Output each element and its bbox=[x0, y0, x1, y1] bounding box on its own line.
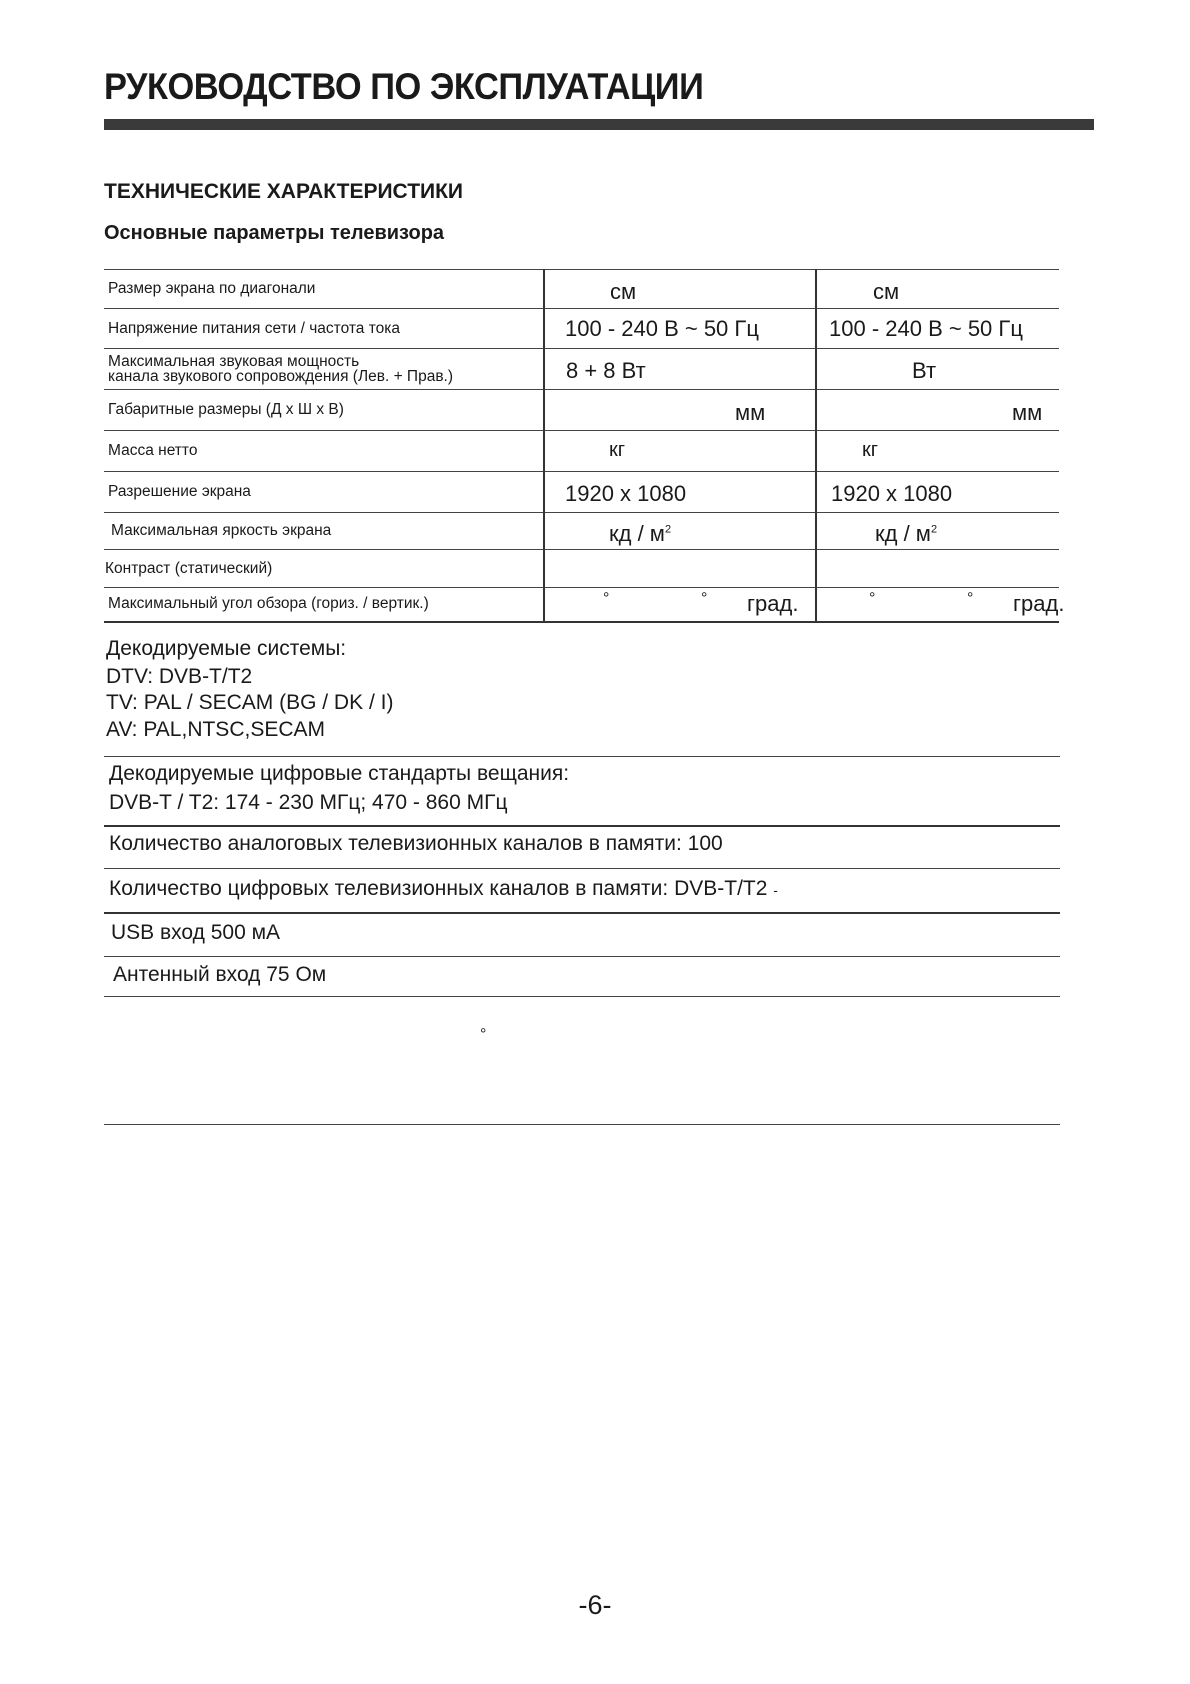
divider bbox=[104, 912, 1060, 914]
cell-value: 8 + 8 Вт bbox=[566, 358, 646, 383]
digital-standards-value: DVB-T / T2: 174 - 230 МГц; 470 - 860 МГц bbox=[109, 791, 508, 814]
row-label: Максимальный угол обзора (гориз. / вертик.) bbox=[104, 588, 544, 622]
analog-channels: Количество аналоговых телевизионных каналов в памяти: 100 bbox=[109, 832, 723, 855]
usb-input: USB вход 500 мА bbox=[111, 921, 281, 944]
row-label-line: Максимальная звуковая мощность bbox=[108, 353, 360, 370]
digital-standards-title: Декодируемые цифровые стандарты вещания: bbox=[109, 762, 570, 785]
cell-value: 1920 x 1080 bbox=[831, 481, 953, 506]
degree-mark: ° bbox=[967, 590, 974, 607]
row-label-line: канала звукового сопровождения (Лев. + Прав.) bbox=[108, 368, 454, 385]
row-label: Напряжение питания сети / частота тока bbox=[104, 309, 544, 349]
row-label: Габаритные размеры (Д х Ш х В) bbox=[104, 390, 544, 431]
cell-value: 100 - 240 В ~ 50 Гц bbox=[829, 316, 1023, 341]
cell-value: см bbox=[610, 279, 637, 304]
digital-channels-suffix: - bbox=[773, 882, 778, 898]
divider bbox=[104, 756, 1060, 757]
cell-value: мм bbox=[1012, 400, 1043, 425]
row-label: Контраст (статический) bbox=[104, 550, 544, 588]
cell-value: град. bbox=[747, 591, 799, 616]
digital-channels-value: DVB-T/T2 bbox=[674, 877, 768, 900]
cell-value: Вт bbox=[912, 358, 937, 383]
row-label: Разрешение экрана bbox=[104, 472, 544, 513]
cell-value: кг bbox=[862, 439, 879, 461]
table-row bbox=[104, 588, 1059, 622]
page-title: РУКОВОДСТВО ПО ЭКСПЛУАТАЦИИ bbox=[104, 66, 704, 107]
cell-value: 1920 x 1080 bbox=[565, 481, 687, 506]
table-row bbox=[104, 349, 1059, 390]
row-label: Размер экрана по диагонали bbox=[104, 270, 544, 309]
table-row bbox=[104, 270, 1059, 309]
degree-mark: ° bbox=[701, 590, 708, 607]
decoding-line: AV: PAL,NTSC,SECAM bbox=[106, 718, 325, 741]
cell-value: 100 - 240 В ~ 50 Гц bbox=[565, 316, 759, 341]
title-underline-bar bbox=[104, 119, 1094, 130]
cell-value: кд / $м^2$ bbox=[609, 521, 672, 546]
section-heading: ТЕХНИЧЕСКИЕ ХАРАКТЕРИСТИКИ bbox=[104, 180, 464, 203]
table-row bbox=[104, 431, 1059, 472]
divider bbox=[104, 956, 1060, 957]
spec-table bbox=[104, 269, 1065, 623]
table-row bbox=[104, 550, 1059, 588]
divider bbox=[104, 1124, 1060, 1125]
decoding-title: Декодируемые системы: bbox=[106, 637, 347, 660]
antenna-input: Антенный вход 75 Ом bbox=[113, 963, 327, 986]
digital-channels-label: Количество цифровых телевизионных каналов в памяти: bbox=[109, 877, 669, 900]
degree-mark: ° bbox=[480, 1026, 487, 1043]
cell-value: кг bbox=[609, 439, 626, 461]
degree-mark: ° bbox=[603, 590, 610, 607]
cell-value: град. bbox=[1013, 591, 1065, 616]
table-row bbox=[104, 309, 1059, 349]
page-number: -6- bbox=[578, 1590, 612, 1620]
divider bbox=[104, 825, 1060, 827]
table-row bbox=[104, 472, 1059, 513]
row-label: Максимальная яркость экрана bbox=[111, 522, 332, 539]
table-row bbox=[104, 513, 1059, 550]
divider bbox=[104, 996, 1060, 997]
divider bbox=[104, 868, 1060, 869]
cell-value: кд / $м^2$ bbox=[875, 521, 938, 546]
cell-value: мм bbox=[735, 400, 766, 425]
cell-value: см bbox=[873, 279, 900, 304]
decoding-line: DTV: DVB-T/T2 bbox=[106, 665, 253, 688]
section-subheading: Основные параметры телевизора bbox=[104, 222, 445, 244]
table-row bbox=[104, 390, 1059, 431]
decoding-line: TV: PAL / SECAM (BG / DK / I) bbox=[106, 691, 394, 714]
digital-channels bbox=[109, 877, 778, 901]
degree-mark: ° bbox=[869, 590, 876, 607]
row-label: Масса нетто bbox=[104, 431, 544, 472]
